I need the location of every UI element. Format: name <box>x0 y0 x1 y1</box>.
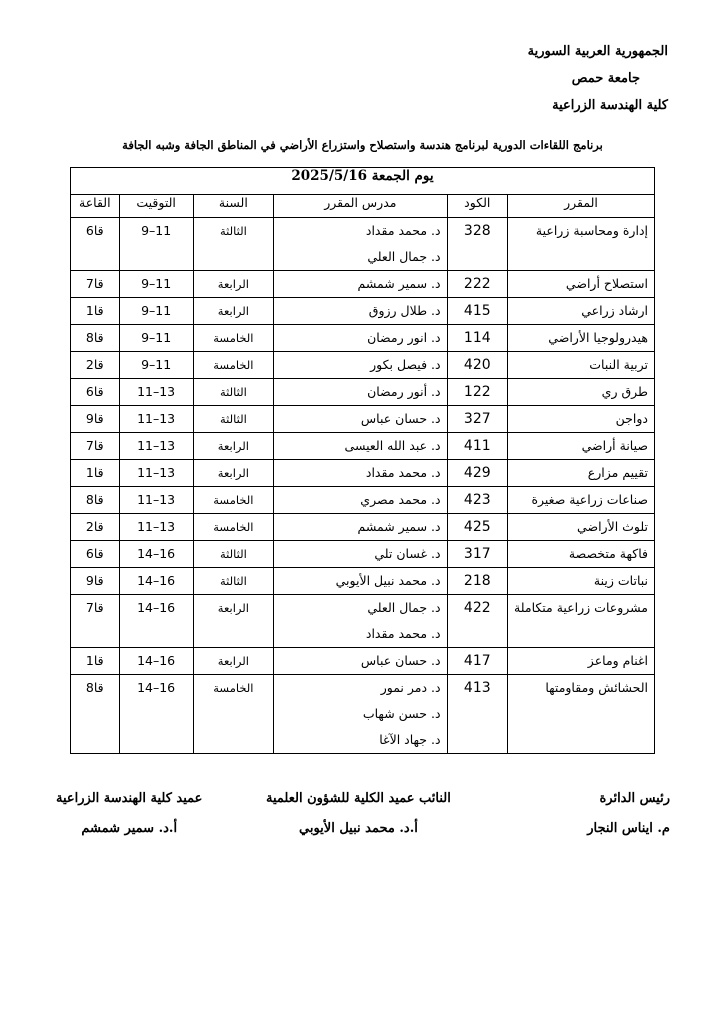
cell-course-text: هيدرولوجيا الأراضي <box>548 330 648 345</box>
header-year: السنة <box>193 195 274 218</box>
cell-instructor <box>274 675 447 754</box>
cell-time <box>119 218 193 271</box>
cell-year <box>193 460 274 487</box>
cell-year-text: الثالثة <box>219 412 247 426</box>
signature-dean <box>56 784 202 844</box>
cell-hall-text: قا7 <box>85 276 104 291</box>
cell-course-text: صيانة أراضي <box>581 438 648 453</box>
cell-time-text: 9–11 <box>141 357 172 372</box>
cell-instructor <box>274 325 447 352</box>
cell-instructor <box>274 406 447 433</box>
cell-instructor <box>274 514 447 541</box>
table-row <box>71 487 655 514</box>
cell-code <box>447 541 507 568</box>
cell-hall-text: قا1 <box>85 303 104 318</box>
cell-year-text: الرابعة <box>217 466 249 480</box>
cell-time-text: 14–16 <box>137 600 176 615</box>
signature-name: أ.د. محمد نبيل الأيوبي <box>299 821 418 836</box>
signature-name: أ.د. سمير شمشم <box>81 821 178 836</box>
cell-year-text: الخامسة <box>213 493 254 507</box>
cell-year <box>193 352 274 379</box>
cell-hall-text: قا2 <box>85 357 104 372</box>
cell-hall <box>71 218 120 271</box>
instructor-name: د. غسان تلي <box>374 546 441 561</box>
cell-code <box>447 487 507 514</box>
cell-year <box>193 487 274 514</box>
table-row <box>71 352 655 379</box>
table-row <box>71 379 655 406</box>
cell-hall <box>71 271 120 298</box>
cell-hall <box>71 675 120 754</box>
letterhead <box>528 38 668 119</box>
cell-year-text: الثالثة <box>219 385 247 399</box>
cell-time <box>119 487 193 514</box>
cell-time-text: 11–13 <box>137 519 176 534</box>
cell-year <box>193 568 274 595</box>
cell-code-text: 417 <box>463 653 491 669</box>
cell-hall <box>71 487 120 514</box>
cell-hall <box>71 568 120 595</box>
cell-year-text: الخامسة <box>213 520 254 534</box>
cell-year-text: الرابعة <box>217 277 249 291</box>
header-course: المقرر <box>508 195 655 218</box>
cell-course <box>508 514 655 541</box>
document-title: برنامج اللقاءات الدورية لبرنامج هندسة واستصلاح واستزراع الأراضي في المناطق الجافة وشبه الجافة <box>122 138 603 152</box>
cell-code-text: 420 <box>463 357 491 373</box>
instructor-name: د. محمد مقداد <box>365 465 441 480</box>
cell-course <box>508 487 655 514</box>
cell-year <box>193 595 274 648</box>
cell-code-text: 328 <box>463 223 491 239</box>
cell-hall <box>71 379 120 406</box>
cell-hall-text: قا8 <box>85 680 104 695</box>
cell-time <box>119 406 193 433</box>
cell-course-text: إدارة ومحاسبة زراعية <box>535 223 648 238</box>
cell-hall <box>71 433 120 460</box>
cell-hall <box>71 406 120 433</box>
cell-time <box>119 514 193 541</box>
signature-vice-dean <box>266 784 451 844</box>
cell-course <box>508 460 655 487</box>
cell-code-text: 222 <box>463 276 491 292</box>
header-hall: القاعة <box>71 195 120 218</box>
cell-code-text: 122 <box>463 384 491 400</box>
cell-code-text: 411 <box>463 438 491 454</box>
cell-code <box>447 352 507 379</box>
cell-time-text: 14–16 <box>137 680 176 695</box>
cell-code-text: 114 <box>463 330 491 346</box>
cell-code-text: 327 <box>463 411 491 427</box>
cell-time <box>119 352 193 379</box>
cell-hall <box>71 460 120 487</box>
instructor-name: د. محمد مقداد <box>365 223 441 238</box>
cell-year <box>193 271 274 298</box>
cell-time-text: 11–13 <box>137 384 176 399</box>
header-instructor: مدرس المقرر <box>274 195 447 218</box>
schedule-rows <box>71 218 655 754</box>
cell-hall-text: قا8 <box>85 330 104 345</box>
cell-hall <box>71 514 120 541</box>
cell-hall-text: قا9 <box>85 573 104 588</box>
cell-year-text: الخامسة <box>213 681 254 695</box>
cell-time <box>119 568 193 595</box>
cell-hall <box>71 541 120 568</box>
cell-year <box>193 379 274 406</box>
cell-hall <box>71 352 120 379</box>
cell-course <box>508 568 655 595</box>
cell-instructor <box>274 460 447 487</box>
cell-time-text: 11–13 <box>137 438 176 453</box>
cell-year-text: الرابعة <box>217 304 249 318</box>
cell-hall <box>71 325 120 352</box>
table-row <box>71 568 655 595</box>
cell-time-text: 14–16 <box>137 546 176 561</box>
cell-course <box>508 352 655 379</box>
cell-course <box>508 648 655 675</box>
instructor-name: د. عبد الله العيسى <box>344 438 441 453</box>
cell-course <box>508 433 655 460</box>
instructor-name: د. جمال العلي <box>367 249 441 264</box>
header-time: التوقيت <box>119 195 193 218</box>
table-row <box>71 271 655 298</box>
column-headers <box>71 195 655 218</box>
cell-time-text: 14–16 <box>137 573 176 588</box>
cell-year-text: الثالثة <box>219 547 247 561</box>
signature-role: عميد كلية الهندسة الزراعية <box>56 791 203 806</box>
day-heading: يوم الجمعة 2025/5/16 <box>71 168 655 195</box>
cell-course-text: دواجن <box>615 411 648 426</box>
cell-year <box>193 675 274 754</box>
cell-time <box>119 298 193 325</box>
table-row <box>71 648 655 675</box>
cell-hall-text: قا1 <box>85 653 104 668</box>
cell-time <box>119 325 193 352</box>
table-row <box>71 541 655 568</box>
cell-course <box>508 218 655 271</box>
cell-course-text: فاكهة متخصصة <box>568 546 648 561</box>
cell-code <box>447 406 507 433</box>
cell-time <box>119 675 193 754</box>
letterhead-faculty: كلية الهندسة الزراعية <box>552 98 668 113</box>
cell-code <box>447 298 507 325</box>
cell-hall-text: قا8 <box>85 492 104 507</box>
cell-time <box>119 460 193 487</box>
cell-code <box>447 568 507 595</box>
cell-time-text: 9–11 <box>141 303 172 318</box>
cell-hall-text: قا9 <box>85 411 104 426</box>
cell-year <box>193 433 274 460</box>
cell-year <box>193 514 274 541</box>
cell-year-text: الرابعة <box>217 439 249 453</box>
cell-code <box>447 595 507 648</box>
cell-course <box>508 271 655 298</box>
cell-code <box>447 433 507 460</box>
table-row <box>71 595 655 648</box>
cell-course <box>508 675 655 754</box>
cell-code-text: 425 <box>463 519 491 535</box>
cell-time <box>119 541 193 568</box>
cell-instructor <box>274 595 447 648</box>
cell-course-text: نباتات زينة <box>593 573 648 588</box>
cell-year <box>193 325 274 352</box>
cell-code <box>447 218 507 271</box>
schedule-table <box>70 167 655 754</box>
cell-hall <box>71 648 120 675</box>
cell-instructor <box>274 379 447 406</box>
instructor-name: د. سمير شمشم <box>357 276 441 291</box>
instructor-name: د. دمر نمور <box>380 680 441 695</box>
cell-instructor <box>274 352 447 379</box>
signature-department-head <box>587 784 670 844</box>
cell-hall <box>71 298 120 325</box>
cell-code-text: 413 <box>463 680 491 696</box>
instructor-name: د. محمد نبيل الأيوبي <box>335 573 441 588</box>
cell-code-text: 422 <box>463 600 491 616</box>
cell-time-text: 11–13 <box>137 465 176 480</box>
cell-hall-text: قا1 <box>85 465 104 480</box>
letterhead-country: الجمهورية العربية السورية <box>527 44 668 59</box>
cell-code-text: 317 <box>463 546 491 562</box>
cell-hall-text: قا7 <box>85 600 104 615</box>
header-code: الكود <box>447 195 507 218</box>
instructor-name: د. محمد مقداد <box>365 626 441 641</box>
cell-course-text: تقييم مزارع <box>587 465 648 480</box>
table-row <box>71 460 655 487</box>
cell-hall-text: قا2 <box>85 519 104 534</box>
cell-year <box>193 298 274 325</box>
cell-hall-text: قا6 <box>85 384 104 399</box>
signature-name: م. ايناس النجار <box>587 821 670 836</box>
cell-time-text: 9–11 <box>141 276 172 291</box>
signature-block <box>56 784 670 844</box>
cell-course-text: اغنام وماعز <box>587 653 648 668</box>
table-row <box>71 406 655 433</box>
signature-role: رئيس الدائرة <box>599 791 670 806</box>
table-row <box>71 325 655 352</box>
cell-time <box>119 271 193 298</box>
cell-code <box>447 460 507 487</box>
instructor-name: د. طلال رزوق <box>368 303 441 318</box>
cell-time <box>119 595 193 648</box>
instructor-name: د. أنور رمضان <box>367 384 441 399</box>
table-row <box>71 514 655 541</box>
cell-instructor <box>274 648 447 675</box>
cell-year <box>193 648 274 675</box>
instructor-name: د. جمال العلي <box>367 600 441 615</box>
cell-hall <box>71 595 120 648</box>
cell-time-text: 9–11 <box>141 223 172 238</box>
instructor-name: د. حسان عباس <box>360 653 441 668</box>
cell-time-text: 14–16 <box>137 653 176 668</box>
instructor-name: د. جهاد الآغا <box>379 732 441 747</box>
cell-course-text: استصلاح أراضي <box>565 276 648 291</box>
cell-code-text: 423 <box>463 492 491 508</box>
cell-year-text: الرابعة <box>217 654 249 668</box>
instructor-name: د. محمد مصري <box>360 492 441 507</box>
cell-code <box>447 648 507 675</box>
cell-time-text: 11–13 <box>137 492 176 507</box>
table-row <box>71 218 655 271</box>
cell-code <box>447 675 507 754</box>
instructor-name: د. انور رمضان <box>367 330 441 345</box>
cell-code <box>447 514 507 541</box>
cell-code-text: 218 <box>463 573 491 589</box>
cell-course <box>508 298 655 325</box>
table-row <box>71 433 655 460</box>
instructor-name: د. فيصل بكور <box>370 357 441 372</box>
cell-course-text: تربية النبات <box>589 357 648 372</box>
table-row <box>71 675 655 754</box>
cell-course <box>508 541 655 568</box>
cell-year-text: الثالثة <box>219 224 247 238</box>
cell-hall-text: قا7 <box>85 438 104 453</box>
cell-course <box>508 379 655 406</box>
cell-course <box>508 595 655 648</box>
cell-instructor <box>274 568 447 595</box>
cell-instructor <box>274 433 447 460</box>
cell-code <box>447 325 507 352</box>
letterhead-university: جامعة حمص <box>571 71 640 86</box>
instructor-name: د. سمير شمشم <box>357 519 441 534</box>
cell-year <box>193 218 274 271</box>
cell-code <box>447 271 507 298</box>
cell-course <box>508 325 655 352</box>
instructor-name: د. حسان عباس <box>360 411 441 426</box>
cell-time-text: 11–13 <box>137 411 176 426</box>
cell-year-text: الخامسة <box>213 358 254 372</box>
cell-time <box>119 433 193 460</box>
cell-time <box>119 648 193 675</box>
cell-course-text: طرق ري <box>601 384 648 399</box>
cell-instructor <box>274 487 447 514</box>
cell-instructor <box>274 218 447 271</box>
cell-code-text: 429 <box>463 465 491 481</box>
cell-year <box>193 406 274 433</box>
cell-year-text: الخامسة <box>213 331 254 345</box>
table-row <box>71 298 655 325</box>
cell-course-text: ارشاد زراعي <box>581 303 648 318</box>
cell-code <box>447 379 507 406</box>
cell-year <box>193 541 274 568</box>
cell-instructor <box>274 298 447 325</box>
signature-role: النائب عميد الكلية للشؤون العلمية <box>266 791 451 806</box>
instructor-name: د. حسن شهاب <box>362 706 441 721</box>
cell-course <box>508 406 655 433</box>
cell-instructor <box>274 541 447 568</box>
cell-time-text: 9–11 <box>141 330 172 345</box>
cell-year-text: الرابعة <box>217 601 249 615</box>
cell-code-text: 415 <box>463 303 491 319</box>
cell-instructor <box>274 271 447 298</box>
cell-course-text: الحشائش ومقاومتها <box>545 680 648 695</box>
cell-course-text: مشروعات زراعية متكاملة <box>514 600 648 615</box>
cell-hall-text: قا6 <box>85 546 104 561</box>
cell-hall-text: قا6 <box>85 223 104 238</box>
cell-course-text: صناعات زراعية صغيرة <box>531 492 648 507</box>
cell-time <box>119 379 193 406</box>
cell-course-text: تلوث الأراضي <box>577 519 648 534</box>
cell-year-text: الثالثة <box>219 574 247 588</box>
